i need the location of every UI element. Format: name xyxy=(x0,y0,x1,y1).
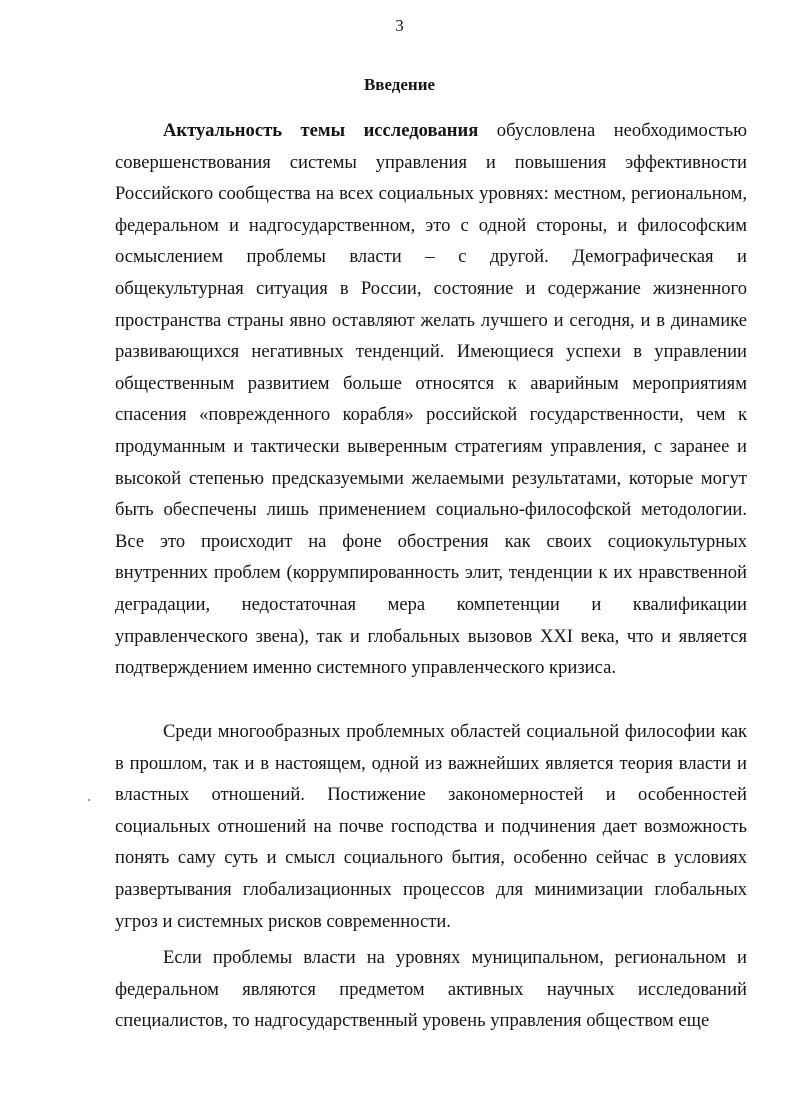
section-heading: Введение xyxy=(363,75,436,94)
paragraph-power-levels xyxy=(115,942,747,1037)
paragraph-relevance xyxy=(115,115,747,684)
paragraph-1-lead: Актуальность темы исследования xyxy=(163,120,479,141)
page-number: 3 xyxy=(395,16,404,35)
paragraph-social-philosophy xyxy=(115,716,747,937)
paragraph-3: Если проблемы власти на уровнях муниципальном, региональном и федеральном являются предметом активных научных исследований специалистов, то надгосударственный уровень управления обществом еще xyxy=(115,947,747,1032)
paragraph-1-text: обусловлена необходимостью совершенствования системы управления и повышения эффективности Российского сообщества на всех социальных уровнях: местном, региональном, федеральном и надгосударственном, это с одной стороны, и философским осмыслением проблемы власти – с другой. Демографическая и общекультурная ситуация в России, состояние и содержание жизненного пространства страны явно оставляют желать лучшего и сегодня, и в динамике развивающихся негативных тенденций. Имеющиеся успехи в управлении общественным развитием больше относятся к аварийным мероприятиям спасения «поврежденного корабля» российской государственности, чем к продуманным и тактически выверенным стратегиям управления, с заранее и высокой степенью предсказуемыми желаемыми результатами, которые могут быть обеспечены лишь применением социально-философской методологии. Все это происходит на фоне обострения как своих социокультурных внутренних проблем (коррумпированность элит, тенденции к их нравственной деградации, недостаточная мера компетенции и квалификации управленческого звена), так и глобальных вызовов XXI века, что и является подтверждением именно системного управленческого кризиса. xyxy=(115,120,747,679)
paragraph-2: Среди многообразных проблемных областей социальной философии как в прошлом, так и в настоящем, одной из важнейших является теория власти и властных отношений. Постижение закономерностей и особенностей социальных отношений на почве господства и подчинения дает возможность понять саму суть и смысл социального бытия, особенно сейчас в условиях развертывания глобализационных процессов для минимизации глобальных угроз и системных рисков современности. xyxy=(115,721,747,932)
scan-artifact xyxy=(88,799,90,801)
paragraph-1 xyxy=(115,115,747,684)
